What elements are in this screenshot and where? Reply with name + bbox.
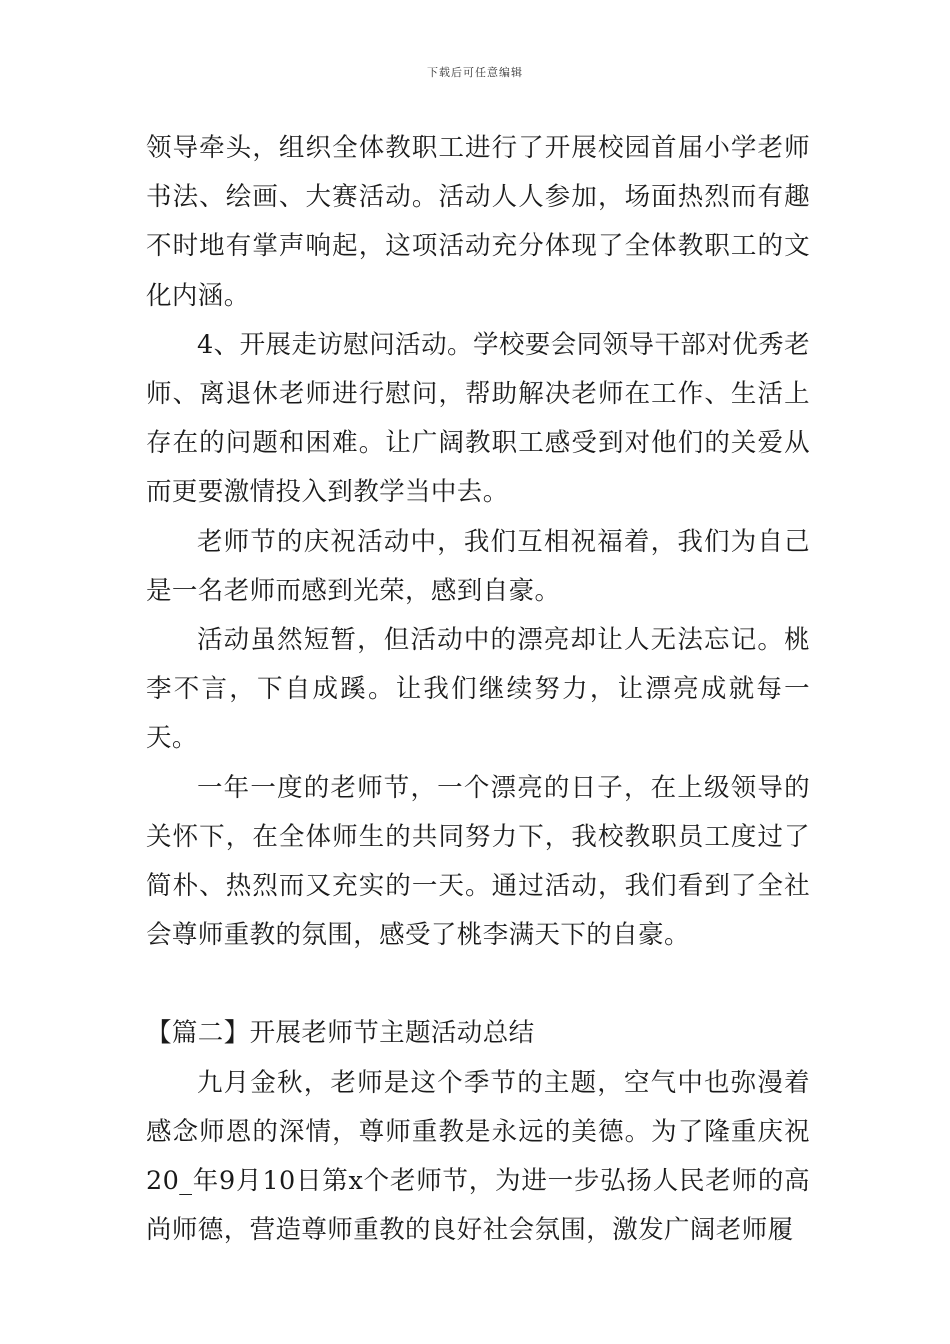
- paragraph-celebration: 老师节的庆祝活动中，我们互相祝福着，我们为自己是一名老师而感到光荣，感到自豪。: [146, 526, 810, 606]
- section-heading: 【篇二】开展老师节主题活动总结: [146, 1018, 535, 1049]
- paragraph-continuation: 领导牵头，组织全体教职工进行了开展校园首届小学老师书法、绘画、大赛活动。活动人人参加，场面热烈而有趣不时地有掌声响起，这项活动充分体现了全体教职工的文化内涵。: [146, 133, 810, 311]
- document-body: [146, 124, 810, 1255]
- page-header-note: 下载后可任意编辑: [427, 66, 523, 79]
- paragraph-summary: 一年一度的老师节，一个漂亮的日子，在上级领导的关怀下，在全体师生的共同努力下，我校教职员工度过了简朴、热烈而又充实的一天。通过活动，我们看到了全社会尊师重教的氛围，感受了桃李满天下的自豪。: [146, 772, 810, 951]
- paragraph-memory: 活动虽然短暂，但活动中的漂亮却让人无法忘记。桃李不言，下自成蹊。让我们继续努力，让漂亮成就每一天。: [146, 625, 810, 754]
- paragraph-september: 九月金秋，老师是这个季节的主题，空气中也弥漫着感念师恩的深情，尊师重教是永远的美德。为了隆重庆祝20_年9月10日第x个老师节，为进一步弘扬人民老师的高尚师德，营造尊师重教的良好社会氛围，激发广阔老师履: [146, 1067, 810, 1246]
- paragraph-visits: 4、开展走访慰问活动。学校要会同领导干部对优秀老师、离退休老师进行慰问，帮助解决老师在工作、生活上存在的问题和困难。让广阔教职工感受到对他们的关爱从而更要激情投入到教学当中去。: [146, 329, 810, 508]
- section-spacer: [146, 960, 810, 1009]
